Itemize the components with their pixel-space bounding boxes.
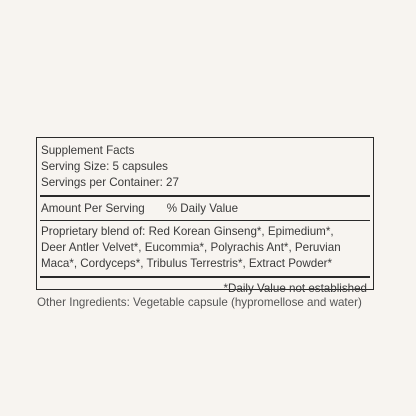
facts-title: Supplement Facts bbox=[41, 144, 135, 157]
thick-divider bbox=[40, 195, 370, 197]
daily-value-footnote: *Daily Value not established bbox=[223, 282, 367, 295]
daily-value-label: % Daily Value bbox=[166, 202, 239, 215]
supplement-facts-panel bbox=[36, 137, 374, 295]
proprietary-blend bbox=[41, 224, 369, 272]
other-ingredients: Other Ingredients: Vegetable capsule (hypromellose and water) bbox=[37, 296, 362, 309]
blend-line: Deer Antler Velvet*, Eucommia*, Polyrachis Ant*, Peruvian bbox=[41, 241, 341, 254]
thin-divider bbox=[40, 220, 370, 221]
facts-header-row bbox=[41, 201, 369, 217]
blend-line: Maca*, Cordyceps*, Tribulus Terrestris*, Extract Powder* bbox=[41, 257, 333, 270]
blend-line: Proprietary blend of: Red Korean Ginseng*, Epimedium*, bbox=[41, 225, 334, 238]
thick-divider-bottom bbox=[40, 276, 370, 278]
serving-size: Serving Size: 5 capsules bbox=[41, 160, 168, 173]
servings-per-container: Servings per Container: 27 bbox=[41, 176, 179, 189]
amount-per-serving-label: Amount Per Serving bbox=[41, 202, 145, 215]
